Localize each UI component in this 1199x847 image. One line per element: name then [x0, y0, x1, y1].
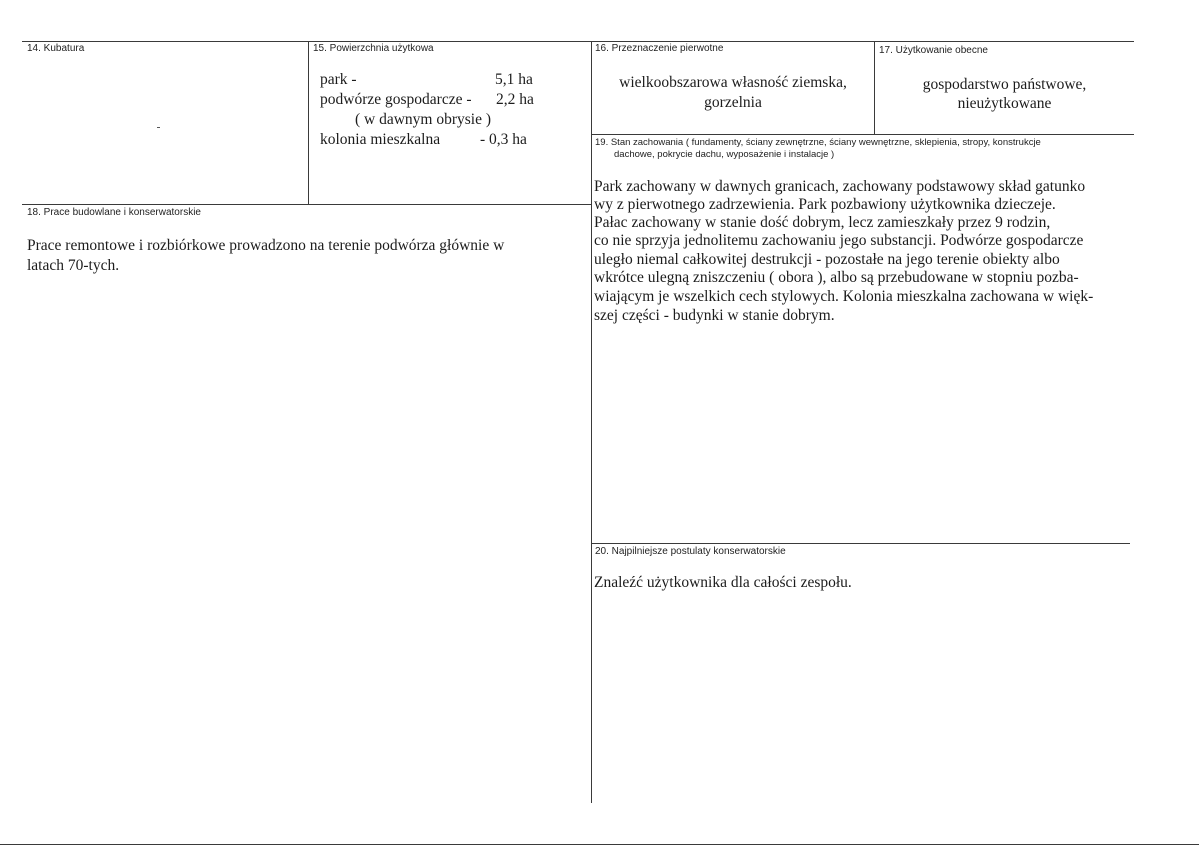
field-18-line-2: latach 70-tych. — [27, 257, 120, 274]
field-19-line-8: szej części - budynki w stanie dobrym. — [594, 307, 835, 324]
field-20-line-1: Znaleźć użytkownika dla całości zespołu. — [594, 574, 852, 591]
field-20-label: 20. Najpilniejsze postulaty konserwatorskie — [595, 546, 786, 557]
field-14-dash-mark — [157, 127, 160, 128]
field-16-line-1: wielkoobszarowa własność ziemska, — [619, 74, 847, 91]
field-18-label: 18. Prace budowlane i konserwatorskie — [27, 207, 201, 218]
field-15-label: 15. Powierzchnia użytkowa — [313, 43, 434, 54]
bottom-rule — [0, 844, 1199, 845]
field-19-line-4: co nie sprzyja jednolitemu zachowaniu jego substancji. Podwórze gospodarcze — [594, 232, 1084, 249]
field-17-line-1: gospodarstwo państwowe, — [922, 76, 1087, 93]
field-19-line-1: Park zachowany w dawnych granicach, zachowany podstawowy skład gatunko — [594, 178, 1086, 195]
field-19-label-line-2: dachowe, pokrycie dachu, wyposażenie i instalacje ) — [614, 149, 835, 160]
area-row-colony-value: - 0,3 ha — [480, 131, 527, 148]
area-row-courtyard-value: 2,2 ha — [496, 91, 534, 108]
main-divider — [591, 41, 592, 803]
divider-14-15 — [308, 41, 309, 205]
area-row-park-value: 5,1 ha — [495, 71, 533, 88]
field-19-line-6: wkrótce ulegną zniszczeniu ( obora ), albo są przebudowane w stopniu pozba- — [594, 269, 1079, 286]
field-16-line-2: gorzelnia — [704, 94, 762, 111]
area-row-park-name: park - — [320, 71, 357, 88]
rule-above-20 — [591, 543, 1130, 544]
field-19-line-7: wiającym je wszelkich cech stylowych. Kolonia mieszkalna zachowana w więk- — [594, 288, 1094, 305]
field-17-line-2: nieużytkowane — [957, 95, 1052, 112]
rule-above-19 — [591, 134, 1134, 135]
field-19-label-line-1: 19. Stan zachowania ( fundamenty, ściany zewnętrzne, ściany wewnętrzne, sklepienia, stropy, konstrukcje — [595, 137, 1041, 148]
field-19-line-2: wy z pierwotnego zadrzewienia. Park pozbawiony użytkownika dzieczeje. — [594, 196, 1056, 213]
field-14-label: 14. Kubatura — [27, 43, 85, 54]
field-17-label: 17. Użytkowanie obecne — [879, 45, 988, 56]
top-rule — [22, 41, 1134, 42]
area-row-courtyard-note: ( w dawnym obrysie ) — [355, 111, 492, 128]
area-row-courtyard-name: podwórze gospodarcze - — [320, 91, 472, 108]
field-19-line-5: uległo niemal całkowitej destrukcji - pozostałe na jego terenie obiekty albo — [594, 251, 1060, 268]
field-18-line-1: Prace remontowe i rozbiórkowe prowadzono na terenie podwórza głównie w — [27, 237, 505, 254]
area-row-colony-name: kolonia mieszkalna — [320, 131, 441, 148]
rule-above-18 — [22, 204, 592, 205]
field-19-line-3: Pałac zachowany w stanie dość dobrym, lecz zamieszkały przez 9 rodzin, — [594, 214, 1051, 231]
field-16-label: 16. Przeznaczenie pierwotne — [595, 43, 724, 54]
